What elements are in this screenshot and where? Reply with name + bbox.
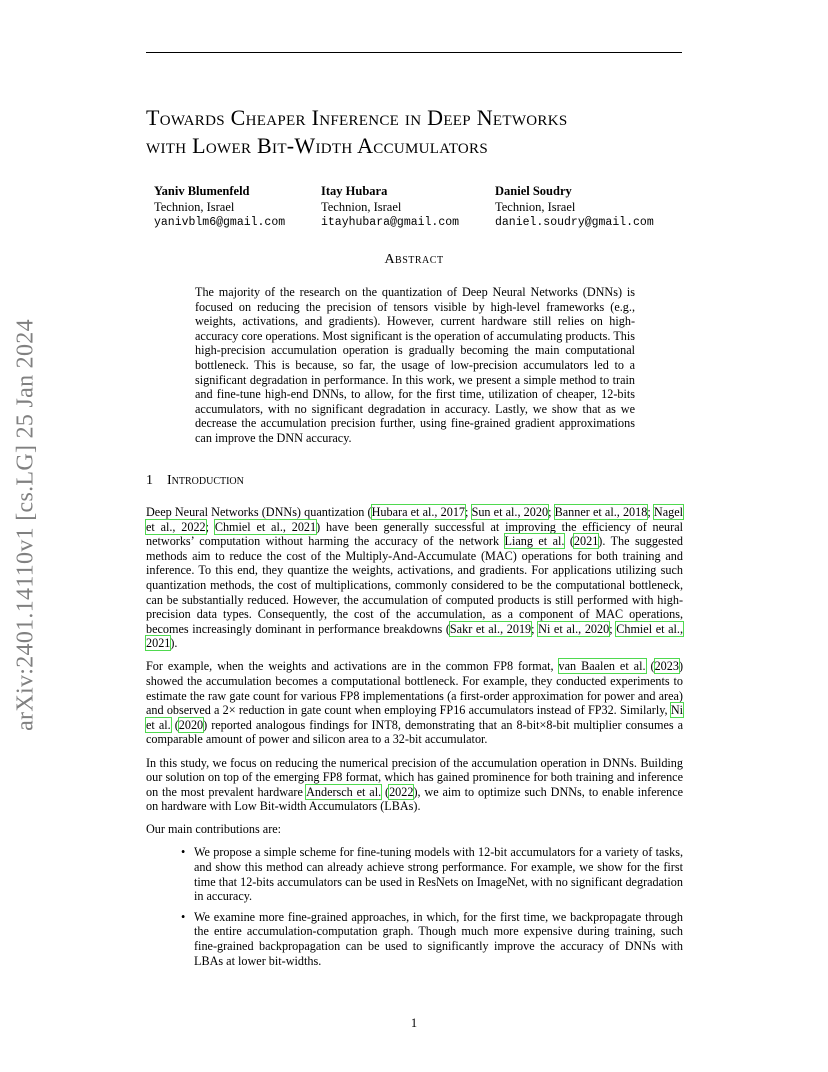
author-affiliation: Technion, Israel bbox=[321, 200, 402, 214]
title-line-2: with Lower Bit-Width Accumulators bbox=[146, 133, 488, 158]
citation-link[interactable]: van Baalen et al. bbox=[558, 659, 646, 674]
author-2 bbox=[321, 183, 459, 231]
author-1 bbox=[154, 183, 285, 231]
text-run: For example, when the weights and activations are in the common FP8 format, bbox=[146, 659, 559, 674]
intro-paragraph-3 bbox=[146, 756, 683, 814]
section-number: 1 bbox=[146, 473, 153, 488]
citation-link[interactable]: Chmiel et al., 2021 bbox=[146, 621, 684, 651]
text-run: ; bbox=[647, 505, 654, 519]
text-run: ) reported analogous findings for INT8, demonstrating that an 8-bit×8-bit multiplier consumes a comparable amount of power and silicon area to a 32-bit accumulator. bbox=[146, 717, 684, 747]
text-run: ; bbox=[531, 621, 539, 636]
text-run: Deep Neural Networks (DNNs) quantization ( bbox=[146, 505, 372, 519]
text-run: ; bbox=[548, 505, 555, 519]
text-run: ; bbox=[465, 505, 472, 519]
arxiv-id: arXiv:2401.14110v1 [cs.LG] 25 Jan 2024 bbox=[12, 319, 39, 731]
arxiv-stamp bbox=[8, 290, 44, 760]
bullet-icon: • bbox=[181, 845, 186, 860]
citation-link[interactable]: Hubara et al., 2017 bbox=[371, 505, 466, 519]
citation-link[interactable]: Liang et al. bbox=[504, 534, 565, 549]
introduction-body bbox=[146, 505, 683, 974]
author-email: itayhubara@gmail.com bbox=[321, 216, 460, 229]
intro-paragraph-4: Our main contributions are: bbox=[146, 822, 282, 837]
author-email: daniel.soudry@gmail.com bbox=[495, 216, 654, 229]
abstract-text: The majority of the research on the quantization of Deep Neural Networks (DNNs) is focused on reducing the precision of tensors visible by high-level frameworks (e.g., weights, activations, and gradients). However, current hardware still relies on high-accuracy core operations. Most significant is the operation of accumulating products. This high-precision accumulation operation is gradually becoming the main computational bottleneck. This is because, so far, the usage of low-precision accumulators led to a significant degradation in performance. In this work, we present a simple method to train and fine-tune high-end DNNs, to allow, for the first time, utilization of cheaper, 12-bits accumulators, with no significant degradation in accuracy. Lastly, we show that as we decrease the accumulation precision further, using fine-grained gradient approximations can improve the DNN accuracy. bbox=[195, 285, 635, 445]
citation-link[interactable]: Sun et al., 2020 bbox=[471, 505, 549, 519]
citation-link[interactable]: 2020 bbox=[178, 717, 204, 732]
section-title: Introduction bbox=[167, 473, 244, 488]
citation-link[interactable]: 2023 bbox=[654, 659, 679, 674]
citation-link[interactable]: Andersch et al. bbox=[306, 784, 382, 799]
title-line-1: Towards Cheaper Inference in Deep Networks bbox=[146, 105, 568, 130]
author-3 bbox=[495, 183, 654, 231]
author-affiliation: Technion, Israel bbox=[495, 200, 576, 214]
author-email: yanivblm6@gmail.com bbox=[154, 216, 286, 229]
contribution-text: We examine more fine-grained approaches, in which, for the first time, we backpropagate through the entire accumulation-computation graph. Though much more expensive during training, such fine-grained backpropagation can be used to significantly improve the accuracy of DNNs with LBAs at lower bit-widths. bbox=[194, 909, 683, 968]
text-run: ) have been generally successful at improving the efficiency of neural networks’ computation without harming the accuracy of the network bbox=[146, 519, 684, 549]
list-item bbox=[181, 909, 683, 968]
citation-link[interactable]: Banner et al., 2018 bbox=[554, 505, 648, 519]
paper-title bbox=[146, 104, 706, 160]
citation-link[interactable]: Ni et al., 2020 bbox=[538, 621, 610, 636]
intro-paragraph-1 bbox=[146, 505, 683, 651]
text-run: ). bbox=[170, 636, 178, 651]
author-name: Itay Hubara bbox=[321, 184, 388, 198]
text-run: ( bbox=[564, 534, 574, 549]
contribution-text: We propose a simple scheme for fine-tuning models with 12-bit accumulators for a variety of tasks, and show this method can already achieve strong performance. For example, we show for the first time that 12-bits accumulators can be used in ResNets on ImageNet, with no significant degradation in accuracy. bbox=[194, 845, 683, 904]
text-run: ; bbox=[609, 621, 617, 636]
text-run: ; bbox=[205, 519, 215, 534]
citation-link[interactable]: Chmiel et al., 2021 bbox=[214, 519, 317, 534]
page-number: 1 bbox=[410, 1016, 418, 1030]
citation-link[interactable]: Ni et al. bbox=[146, 703, 683, 732]
abstract-heading: Abstract bbox=[384, 252, 444, 267]
top-rule bbox=[146, 52, 682, 53]
text-run: ) showed the accumulation becomes a computational bottleneck. For example, they conducted experiments to estimate the raw gate count for various FP8 implementations (a first-order approximation for power and area) and observed a 2× reduction in gate count when employing FP16 accumulators instead of FP32. Similarly, bbox=[146, 659, 683, 718]
list-item bbox=[181, 845, 683, 904]
text-run: ( bbox=[170, 717, 179, 732]
contributions-list bbox=[146, 845, 683, 968]
text-run: ( bbox=[381, 784, 390, 799]
intro-paragraph-2 bbox=[146, 659, 683, 747]
citation-link[interactable]: Sakr et al., 2019 bbox=[449, 621, 532, 636]
author-name: Daniel Soudry bbox=[495, 184, 572, 198]
citation-link[interactable]: 2022 bbox=[389, 784, 414, 799]
section-heading bbox=[146, 473, 244, 489]
text-run: ), we aim to optimize such DNNs, to enable inference on hardware with Low Bit-width Accumulators (LBAs). bbox=[146, 784, 684, 814]
citation-link[interactable]: 2021 bbox=[573, 534, 599, 549]
text-run: In this study, we focus on reducing the numerical precision of the accumulation operation in DNNs. Building our solution on top of the emerging FP8 format, which has gained prominence for both training and inference on the most prevalent hardware bbox=[146, 755, 683, 799]
text-run: ( bbox=[645, 659, 655, 674]
text-run: ). The suggested methods aim to reduce the cost of the Multiply-And-Accumulate (MAC) operations for both training and inference. To this end, they quantize the weights, activations, and gradients. For applications utilizing such quantization methods, the cost of multiplications, commonly considered to be the computational bottleneck, can be substantially reduced. However, the accumulation of computed products is still performed with high-precision data types. Consequently, the cost of the accumulation, as a component of MAC operations, becomes increasingly dominant in performance breakdowns ( bbox=[146, 534, 684, 636]
citation-link[interactable]: Nagel et al., 2022 bbox=[146, 505, 683, 534]
bullet-icon: • bbox=[181, 909, 186, 924]
author-affiliation: Technion, Israel bbox=[154, 200, 235, 214]
author-name: Yaniv Blumenfeld bbox=[154, 184, 250, 198]
